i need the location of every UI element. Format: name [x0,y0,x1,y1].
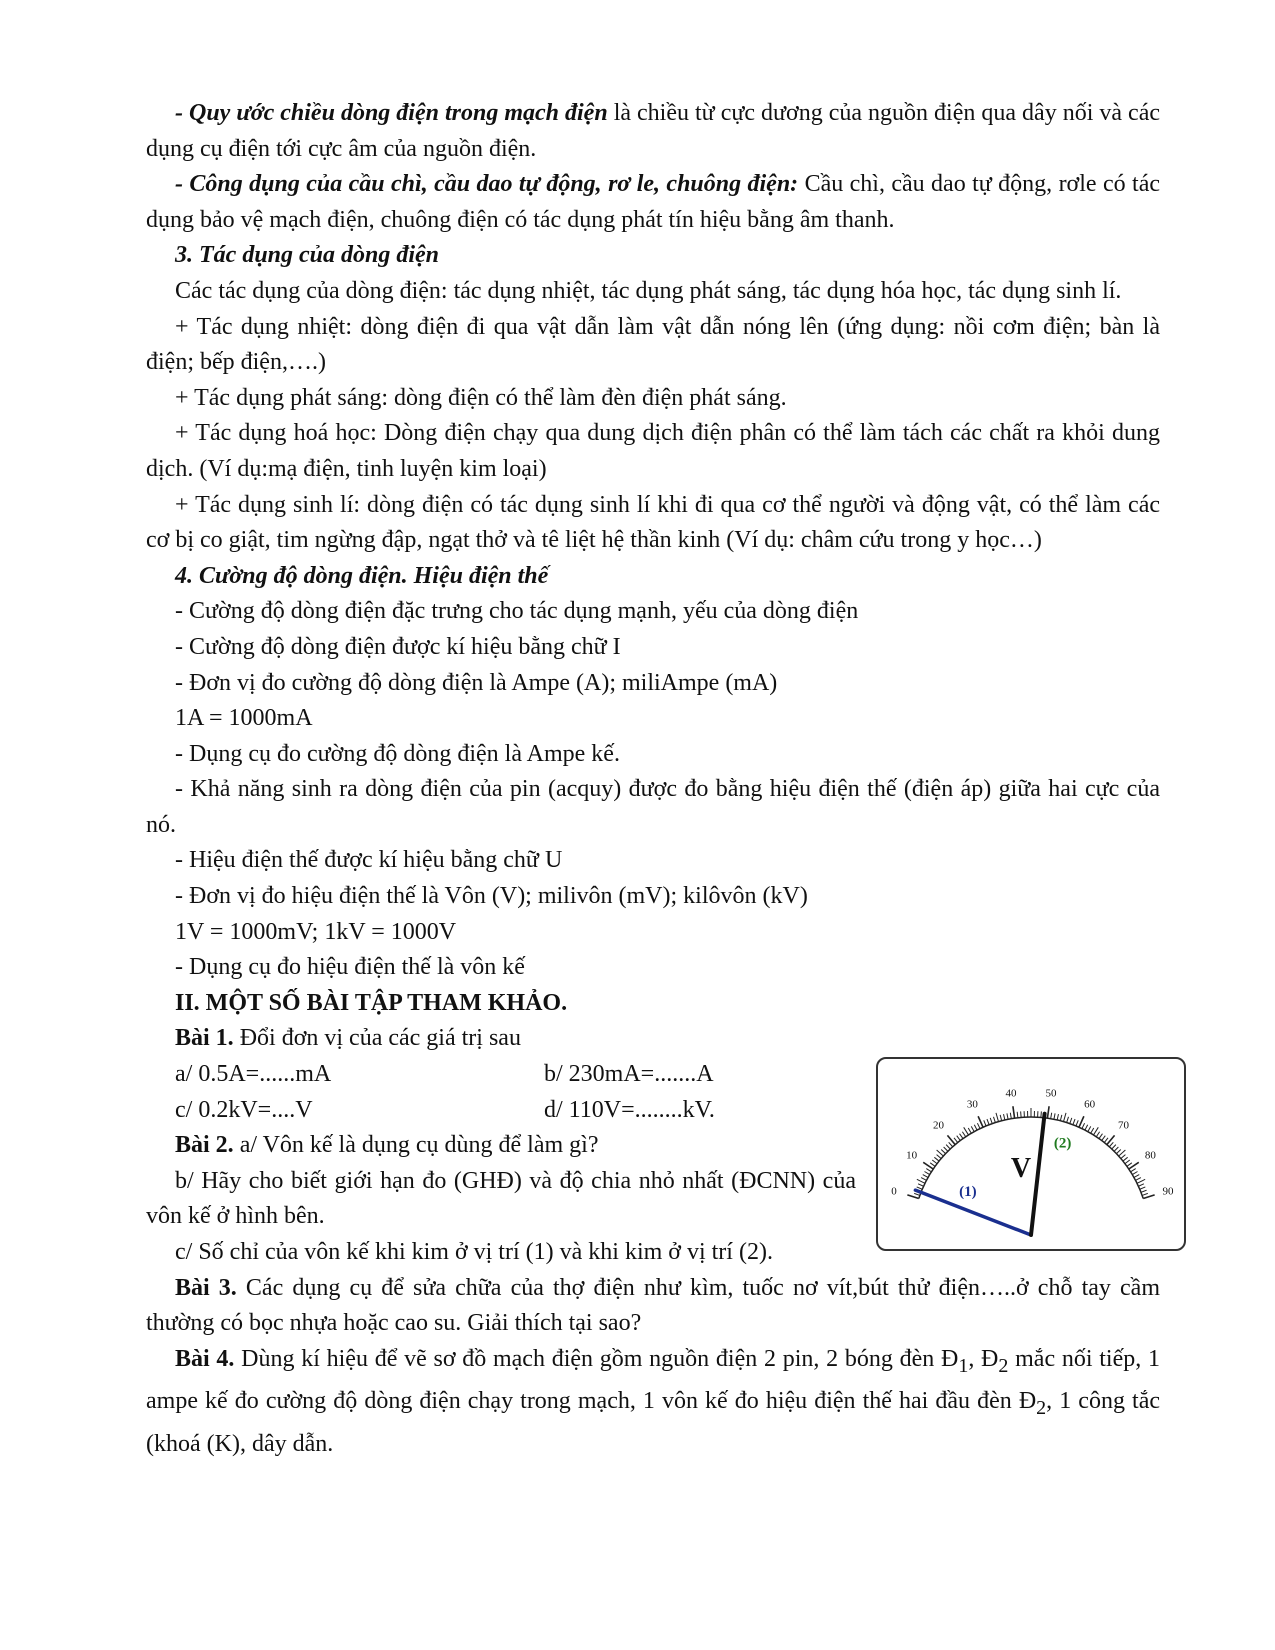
scale-tick [1142,1193,1148,1195]
scale-tick [1143,1195,1154,1199]
scale-tick [917,1179,925,1183]
exercise-1-row-cd: c/ 0.2kV=....V d/ 110V=........kV. [175,1096,715,1123]
scale-tick [1094,1127,1099,1135]
scale-tick [962,1132,965,1137]
needle-1-label: (1) [959,1183,977,1200]
scale-tick [1123,1157,1128,1161]
scale-tick [1013,1106,1015,1118]
scale-tick [1140,1187,1146,1189]
scale-tick [996,1113,998,1122]
scale-tick [1134,1175,1139,1178]
scale-tick [1107,1135,1115,1144]
needle-2 [1031,1114,1045,1235]
scale-tick [1076,1120,1078,1126]
paragraph-chemical: + Tác dụng hoá học: Dòng điện chạy qua dung dịch điện phân có thể làm tách các chất ra khỏi dung dịch. (Ví dụ:mạ điện, tinh luyện kim loại) [146,420,1160,482]
exercise-2c: c/ Số chỉ của vôn kế khi kim ở vị trí (1) và khi kim ở vị trí (2). [175,1239,773,1265]
exercise-1-row-ab: a/ 0.5A=......mA b/ 230mA=.......A [175,1061,714,1088]
scale-tick [1070,1118,1072,1124]
scale-tick [937,1155,942,1159]
scale-tick [1041,1111,1042,1117]
scale-label: 0 [891,1185,897,1198]
scale-tick [960,1134,963,1139]
scale-tick [1131,1169,1136,1172]
scale-tick [947,1135,955,1144]
scale-tick [957,1136,961,1141]
line-6: - Khả năng sinh ra dòng điện của pin (acquy) được đo bằng hiệu điện thế (điện áp) giữa hai cực của nó. [146,776,1160,838]
scale-label: 80 [1144,1149,1156,1162]
heading-current-voltage: 4. Cường độ dòng điện. Hiệu điện thế [175,562,549,589]
scale-tick [1082,1123,1085,1128]
exercise-3: Bài 3. Các dụng cụ để sửa chữa của thợ điện như kìm, tuốc nơ vít,bút thử điện…..ở chỗ tay cầm thường có bọc nhựa hoặc cao su. Giải thích tại sao? [146,1274,1160,1337]
line-8: - Đơn vị đo hiệu điện thế là Vôn (V); milivôn (mV); kilôvôn (kV) [175,883,808,910]
scale-tick [1099,1134,1102,1139]
scale-tick [1104,1138,1108,1143]
scale-tick [1057,1114,1058,1120]
line-10: - Dụng cụ đo hiệu điện thế là vôn kế [175,954,525,981]
scale-tick [1067,1117,1069,1123]
scale-tick [1017,1112,1018,1118]
heading-effects: 3. Tác dụng của dòng điện [175,242,440,269]
scale-tick [1132,1172,1137,1175]
line-5: - Dụng cụ đo cường độ dòng điện là Ampe kế. [175,740,620,767]
scale-label: 20 [932,1119,944,1132]
scale-tick [1051,1113,1052,1119]
scale-tick [1114,1147,1118,1151]
paragraph-fuse-usage: - Công dụng của cầu chì, cầu dao tự động, rơ le, chuông điện: Cầu chì, cầu dao tự động, rơle có tác dụng bảo vệ mạch điện, chuông điện có tác dụng phát tín hiệu bằng âm thanh. [146,171,1160,233]
line-9: 1V = 1000mV; 1kV = 1000V [175,918,457,945]
scale-tick [1073,1119,1075,1125]
paragraph-thermal: + Tác dụng nhiệt: dòng điện đi qua vật dẫn làm vật dẫn nóng lên (ứng dụng: nồi cơm điện; bàn là điện; bếp điện,….) [146,313,1160,376]
scale-tick [990,1118,992,1124]
needle-2-label: (2) [1053,1135,1072,1152]
scale-tick [954,1138,958,1143]
scale-label: 10 [906,1149,918,1162]
exercise-2a: Bài 2. a/ Vôn kế là dụng cụ dùng để làm gì? [175,1132,599,1159]
scale-tick [1136,1178,1141,1181]
scale-label: 90 [1162,1185,1174,1198]
paragraph-physiological: + Tác dụng sinh lí: dòng điện có tác dụng sinh lí khi đi qua cơ thể người và động vật, có thể làm các cơ bị co giật, tim ngừng đập, ngạt thở và tê liệt hệ thần kinh (Ví dụ: châm cứu trong y học…) [146,491,1160,554]
scale-tick [977,1123,980,1128]
paragraph-current-direction: - Quy ước chiều dòng điện trong mạch điện là chiều từ cực dương của nguồn điện qua dây nối và các dụng cụ điện tới cực âm của nguồn điện. [146,100,1161,162]
scale-tick [941,1150,945,1154]
scale-tick [1054,1113,1055,1119]
line-7: - Hiệu điện thế được kí hiệu bằng chữ U [175,847,563,874]
scale-tick [914,1193,920,1195]
scale-tick [974,1125,977,1130]
exercise-block-with-meter [146,1057,1174,1271]
exercise-2b: b/ Hãy cho biết giới hạn đo (GHĐ) và độ chia nhỏ nhất (ĐCNN) của vôn kế ở hình bên. [146,1167,856,1230]
exercise-1: Bài 1. Đổi đơn vị của các giá trị sau [175,1025,521,1052]
scale-tick [917,1187,923,1189]
scale-tick [1000,1115,1001,1121]
scale-tick [907,1195,918,1199]
section-heading-exercises: II. MỘT SỐ BÀI TẬP THAM KHẢO. [175,989,568,1016]
scale-tick [918,1184,923,1186]
scale-tick [971,1126,974,1131]
voltmeter-dial [878,1059,1184,1249]
scale-tick [1060,1115,1061,1121]
scale-tick [1096,1132,1099,1137]
scale-tick [930,1163,935,1166]
scale-tick [1127,1163,1132,1166]
scale-tick [1137,1179,1145,1183]
scale-tick [984,1120,986,1126]
scale-tick [946,1145,950,1149]
scale-tick [1138,1184,1143,1186]
scale-tick [1010,1113,1011,1119]
scale-label: 40 [1005,1087,1017,1100]
document-page [146,96,1174,1462]
scale-tick [1125,1160,1130,1164]
line-3: - Đơn vị đo cường độ dòng điện là Ampe (A); miliAmpe (mA) [175,669,778,696]
scale-tick [923,1175,928,1178]
line-4: 1A = 1000mA [175,705,313,732]
scale-tick [1064,1113,1066,1122]
scale-tick [1091,1128,1094,1133]
paragraph-effects: Các tác dụng của dòng điện: tác dụng nhiệt, tác dụng phát sáng, tác dụng hóa học, tác dụng sinh lí. [175,277,1122,304]
scale-tick [944,1147,948,1151]
scale-tick [1116,1150,1120,1154]
scale-tick [1112,1145,1116,1149]
scale-tick [932,1160,937,1164]
scale-label: 30 [966,1098,978,1111]
scale-tick [949,1142,953,1146]
scale-tick [1085,1125,1088,1130]
scale-tick [1004,1114,1005,1120]
scale-tick [1007,1113,1008,1119]
scale-tick [968,1128,971,1133]
scale-tick [1121,1155,1126,1159]
scale-tick [934,1157,939,1161]
voltmeter-symbol: V [1010,1153,1032,1185]
scale-tick [1141,1190,1147,1192]
scale-tick [926,1169,931,1172]
scale-tick [921,1178,926,1181]
paragraph-light: + Tác dụng phát sáng: dòng điện có thể làm đèn điện phát sáng. [175,384,787,411]
scale-tick [964,1127,969,1135]
voltmeter-figure [876,1057,1186,1251]
scale-tick [987,1119,989,1125]
scale-label: 50 [1045,1087,1057,1100]
scale-tick [1021,1111,1022,1117]
scale-tick [1047,1106,1049,1118]
scale-tick [1088,1126,1091,1131]
scale-tick [1109,1142,1113,1146]
line-1: - Cường độ dòng điện đặc trưng cho tác dụng mạnh, yếu của dòng điện [175,598,859,625]
line-2: - Cường độ dòng điện được kí hiệu bằng chữ I [175,633,621,660]
exercise-4: Bài 4. Dùng kí hiệu để vẽ sơ đồ mạch điện gồm nguồn điện 2 pin, 2 bóng đèn $Đ_1$, $Đ_2$ mắc nối tiếp, 1 ampe kế đo cường độ dòng điện chạy trong mạch, 1 vôn kế đo hiệu điện thế hai đầu đèn $Đ_2$, 1 công tắc (khoá (K), dây dẫn. [146,1345,1161,1457]
scale-label: 70 [1118,1119,1130,1132]
scale-tick [1102,1136,1106,1141]
scale-tick [924,1172,929,1175]
scale-tick [994,1117,996,1123]
scale-label: 60 [1084,1098,1096,1111]
